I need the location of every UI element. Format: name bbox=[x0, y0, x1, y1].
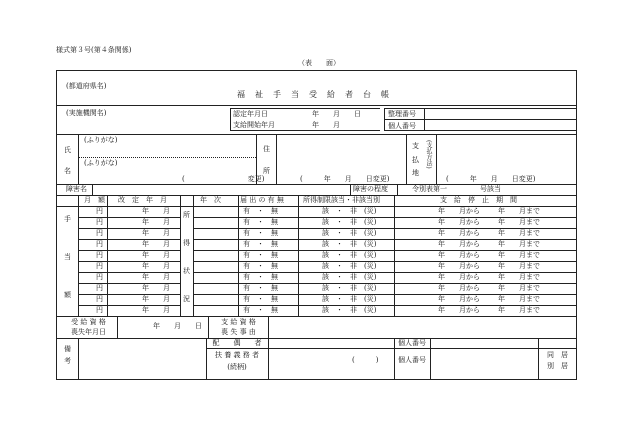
prefecture-label: (都道府県名) bbox=[66, 82, 107, 90]
table-cell: 円 bbox=[96, 306, 103, 314]
table-cell: 円 bbox=[96, 295, 103, 303]
table-cell: 有 ・ 無 bbox=[243, 240, 278, 248]
cohabit-2: 別 居 bbox=[547, 362, 568, 370]
table-cell: 年 月 bbox=[142, 295, 170, 303]
dependent-label: 扶 養 義 務 者 bbox=[215, 351, 259, 359]
col-filing: 届 出 の 有 無 bbox=[240, 196, 284, 204]
table-cell: 年 月から bbox=[438, 262, 480, 270]
table-cell: 年 月から bbox=[438, 295, 480, 303]
table-cell: 年 月 bbox=[142, 262, 170, 270]
table-cell: 該 ・ 非 (災) bbox=[322, 207, 377, 215]
table-cell: 円 bbox=[96, 262, 103, 270]
item-label: 号該当 bbox=[480, 185, 501, 193]
remarks-char-1: 備 bbox=[64, 345, 71, 353]
col-limit: 所得制限該当・非該当別 bbox=[303, 196, 380, 204]
table-cell: 年 月 bbox=[142, 273, 170, 281]
disability-label: 障害名 bbox=[66, 185, 87, 193]
table-cell: 年 月から bbox=[438, 284, 480, 292]
address-char-2: 所 bbox=[263, 167, 270, 175]
table-cell: 年 月 bbox=[142, 306, 170, 314]
spouse-label: 配 偶 者 bbox=[212, 339, 262, 347]
table-cell: 年 月まで bbox=[498, 229, 540, 237]
table-cell: 該 ・ 非 (災) bbox=[322, 229, 377, 237]
dependent-relation: (続柄) bbox=[227, 363, 247, 371]
table-cell: 年 月から bbox=[438, 207, 480, 215]
schedule-label: 令別表第一 bbox=[412, 185, 447, 193]
income-char-2: 得 bbox=[183, 239, 190, 247]
name-char-1: 氏 bbox=[64, 146, 71, 154]
pay-change-1: 支 給 資 格 bbox=[221, 318, 256, 326]
table-cell: 有 ・ 無 bbox=[243, 218, 278, 226]
table-cell: 有 ・ 無 bbox=[243, 207, 278, 215]
table-cell: 円 bbox=[96, 273, 103, 281]
pay-start-value: 年 月 bbox=[312, 121, 340, 129]
table-cell: 年 月まで bbox=[498, 251, 540, 259]
table-cell: 有 ・ 無 bbox=[243, 251, 278, 259]
amount-char-3: 額 bbox=[64, 291, 71, 299]
table-cell: 該 ・ 非 (災) bbox=[322, 295, 377, 303]
table-cell: 年 月 bbox=[142, 251, 170, 259]
furigana-label-2: (ふりがな) bbox=[84, 159, 118, 167]
address-char-1: 住 bbox=[263, 145, 270, 153]
address-changed: ( 年 月 日変更) bbox=[300, 175, 390, 183]
payee-changed: ( 年 月 日変更) bbox=[446, 175, 536, 183]
cert-date-label: 認定年月日 bbox=[233, 110, 268, 118]
side-label: （表 面） bbox=[298, 59, 340, 67]
reg-no-label: 整理番号 bbox=[388, 110, 416, 118]
table-cell: 年 月まで bbox=[498, 262, 540, 270]
personal-no-label: 個人番号 bbox=[388, 122, 416, 130]
table-cell: 年 月まで bbox=[498, 218, 540, 226]
table-cell: 年 月 bbox=[142, 229, 170, 237]
income-char-1: 所 bbox=[183, 211, 190, 219]
table-cell: 円 bbox=[96, 240, 103, 248]
table-cell: 年 月から bbox=[438, 240, 480, 248]
col-suspension: 支 給 停 止 期 間 bbox=[440, 196, 517, 204]
col-month-amount: 月 額 bbox=[84, 196, 105, 204]
table-cell: 年 月まで bbox=[498, 284, 540, 292]
pay-change-2: 喪 失 事 由 bbox=[221, 328, 256, 336]
table-cell: 有 ・ 無 bbox=[243, 273, 278, 281]
name-changed: ( 変更) bbox=[182, 175, 265, 183]
payee-char-2: 払 bbox=[412, 156, 419, 164]
cohabit-1: 同 居 bbox=[547, 351, 568, 359]
table-cell: 該 ・ 非 (災) bbox=[322, 306, 377, 314]
table-cell: 該 ・ 非 (災) bbox=[322, 284, 377, 292]
table-cell: 有 ・ 無 bbox=[243, 295, 278, 303]
furigana-label-1: (ふりがな) bbox=[84, 136, 118, 144]
agency-label: (実施機関名) bbox=[66, 109, 107, 117]
qual-date: 年 月 日 bbox=[153, 322, 202, 330]
table-cell: 有 ・ 無 bbox=[243, 229, 278, 237]
table-cell: 有 ・ 無 bbox=[243, 306, 278, 314]
table-cell: 円 bbox=[96, 251, 103, 259]
payee-char-1: 支 bbox=[412, 142, 419, 150]
form-number: 様式第３号(第４条関係) bbox=[56, 46, 132, 54]
table-cell: 年 月から bbox=[438, 251, 480, 259]
qual-change-2: 喪失年月日 bbox=[71, 328, 106, 336]
table-cell: 年 月 bbox=[142, 218, 170, 226]
table-cell: 年 月まで bbox=[498, 295, 540, 303]
table-cell: 年 月から bbox=[438, 306, 480, 314]
table-cell: 有 ・ 無 bbox=[243, 284, 278, 292]
amount-char-1: 手 bbox=[64, 215, 71, 223]
table-cell: 年 月から bbox=[438, 229, 480, 237]
table-cell: 年 月 bbox=[142, 284, 170, 292]
name-char-2: 名 bbox=[64, 167, 71, 175]
table-cell: 年 月から bbox=[438, 218, 480, 226]
table-cell: 円 bbox=[96, 229, 103, 237]
remarks-char-2: 考 bbox=[64, 357, 71, 365]
table-cell: 円 bbox=[96, 284, 103, 292]
dependent-personal-no: 個人番号 bbox=[398, 356, 426, 364]
table-cell: 円 bbox=[96, 218, 103, 226]
table-cell: 該 ・ 非 (災) bbox=[322, 273, 377, 281]
cert-date-value: 年 月 日 bbox=[312, 110, 361, 118]
table-cell: 年 月 bbox=[142, 207, 170, 215]
table-cell: 有 ・ 無 bbox=[243, 262, 278, 270]
dependent-blank: ( ) bbox=[352, 356, 379, 364]
table-cell: 該 ・ 非 (災) bbox=[322, 218, 377, 226]
qual-change-1: 受 給 資 格 bbox=[71, 318, 106, 326]
col-year: 年 次 bbox=[200, 196, 221, 204]
table-cell: 円 bbox=[96, 207, 103, 215]
spouse-personal-no: 個人番号 bbox=[398, 339, 426, 347]
payee-char-3: 地 bbox=[412, 169, 419, 177]
amount-char-2: 当 bbox=[64, 253, 71, 261]
table-cell: 年 月まで bbox=[498, 273, 540, 281]
payee-method: (支払方法) bbox=[425, 140, 432, 169]
disability-degree-label: 障害の程度 bbox=[353, 185, 388, 193]
income-char-3: 状 bbox=[183, 267, 190, 275]
income-char-4: 況 bbox=[183, 295, 190, 303]
col-revision: 改 定 年 月 bbox=[118, 196, 167, 204]
pay-start-label: 支給開始年月 bbox=[233, 121, 275, 129]
table-cell: 該 ・ 非 (災) bbox=[322, 251, 377, 259]
table-cell: 年 月まで bbox=[498, 207, 540, 215]
form-title: 福 祉 手 当 受 給 者 台 帳 bbox=[237, 90, 390, 99]
table-cell: 該 ・ 非 (災) bbox=[322, 240, 377, 248]
table-cell: 年 月 bbox=[142, 240, 170, 248]
table-cell: 該 ・ 非 (災) bbox=[322, 262, 377, 270]
table-cell: 年 月まで bbox=[498, 306, 540, 314]
table-cell: 年 月から bbox=[438, 273, 480, 281]
table-cell: 年 月まで bbox=[498, 240, 540, 248]
